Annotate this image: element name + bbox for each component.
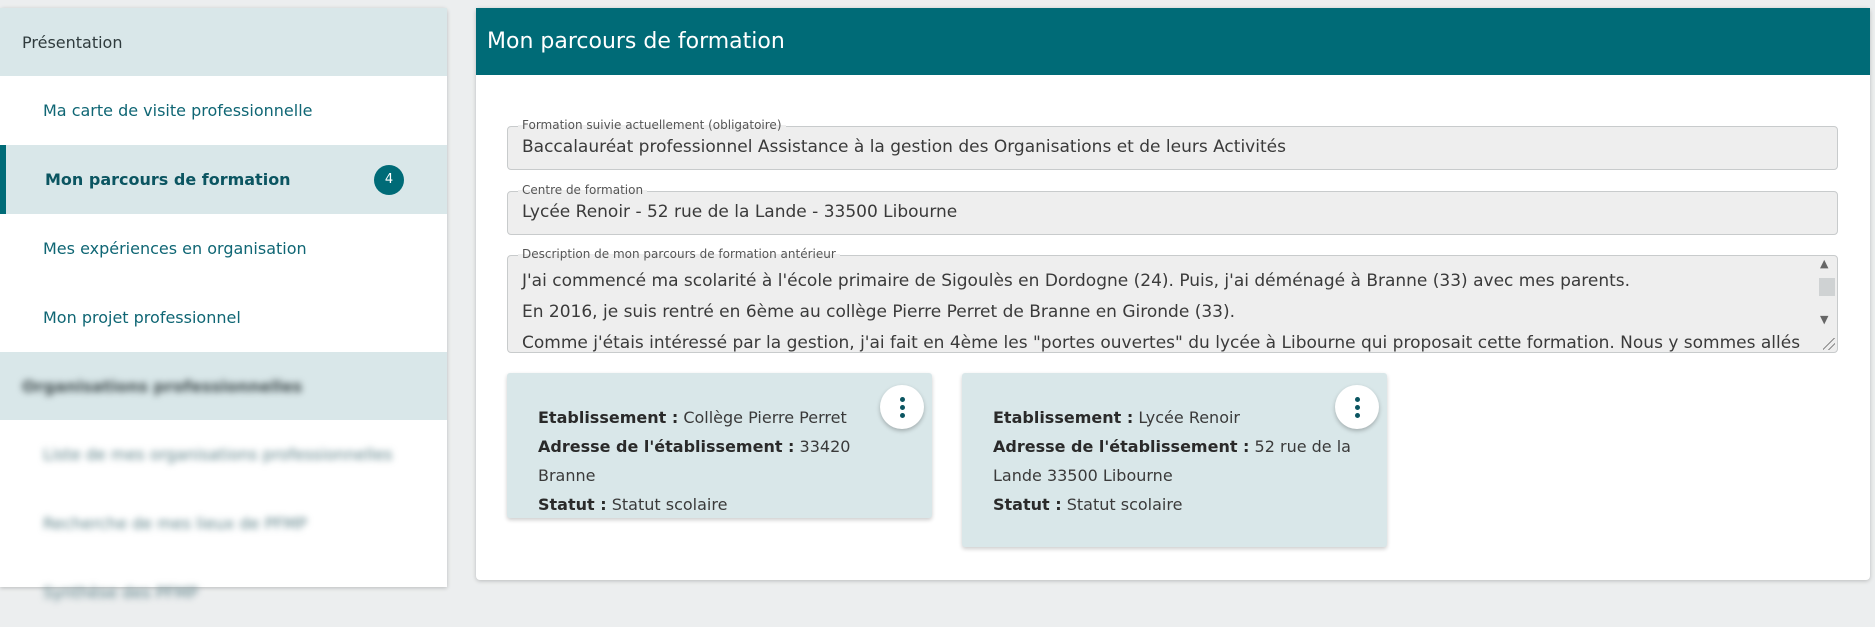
resize-handle-icon[interactable] xyxy=(1823,338,1835,350)
sidebar-item-label: Mon parcours de formation xyxy=(45,170,291,189)
card-statut-label: Statut : xyxy=(993,495,1062,514)
sidebar-item-label: Mon projet professionnel xyxy=(43,308,241,327)
card-adresse-label: Adresse de l'établissement : xyxy=(538,437,795,456)
description-field-label: Description de mon parcours de formation antérieur xyxy=(518,247,840,261)
sidebar-item-carte-visite[interactable] xyxy=(0,76,447,145)
main-panel xyxy=(476,8,1870,580)
count-badge: 4 xyxy=(374,165,404,195)
centre-field-label: Centre de formation xyxy=(518,183,647,197)
formation-field-value: Baccalauréat professionnel Assistance à la gestion des Organisations et de leurs Activités xyxy=(522,137,1286,157)
sidebar-item-projet-pro[interactable] xyxy=(0,283,447,352)
sidebar-section-label: Organisations professionnelles xyxy=(22,376,303,396)
sidebar-item-blurred-1[interactable] xyxy=(0,420,447,489)
chevron-down-icon[interactable]: ▼ xyxy=(1820,313,1829,326)
card-menu-button[interactable] xyxy=(1335,385,1379,429)
centre-field-value: Lycée Renoir - 52 rue de la Lande - 33500 Libourne xyxy=(522,202,958,222)
panel-header xyxy=(476,8,1870,75)
description-text xyxy=(522,266,1801,359)
formation-card xyxy=(507,373,932,518)
card-statut-value: Statut scolaire xyxy=(611,495,728,514)
card-etab-value: Collège Pierre Perret xyxy=(683,408,847,427)
formation-field[interactable] xyxy=(507,118,1838,170)
sidebar-section-label: Présentation xyxy=(22,32,123,52)
card-adresse-value: 33420 Branne xyxy=(538,437,851,485)
sidebar-section-presentation xyxy=(0,8,447,76)
card-etab-label: Etablissement : xyxy=(993,408,1134,427)
formation-card xyxy=(962,373,1387,547)
sidebar-item-parcours-formation[interactable] xyxy=(0,145,447,214)
card-statut-label: Statut : xyxy=(538,495,607,514)
card-adresse-value-2: Lande 33500 Libourne xyxy=(993,466,1173,485)
sidebar-item-label: Ma carte de visite professionnelle xyxy=(43,101,313,120)
description-line: En 2016, je suis rentré en 6ème au collège Pierre Perret de Branne en Gironde (33). xyxy=(522,302,1236,322)
description-scrollbar[interactable] xyxy=(1816,257,1836,351)
sidebar-item-label: Recherche de mes lieux de PFMP xyxy=(43,514,307,533)
sidebar-item-blurred-3[interactable] xyxy=(0,558,447,627)
formation-field-label: Formation suivie actuellement (obligatoire) xyxy=(518,118,786,132)
card-etab-label: Etablissement : xyxy=(538,408,679,427)
sidebar-item-label: Liste de mes organisations professionnelles xyxy=(43,445,393,464)
card-adresse-label: Adresse de l'établissement : xyxy=(993,437,1250,456)
description-textarea[interactable] xyxy=(507,247,1838,353)
sidebar-section-blurred xyxy=(0,352,447,420)
card-adresse-value: 52 rue de la xyxy=(1254,437,1351,456)
sidebar-item-experiences[interactable] xyxy=(0,214,447,283)
description-line: J'ai commencé ma scolarité à l'école primaire de Sigoulès en Dordogne (24). Puis, j'ai déménagé à Branne (33) avec mes parents. xyxy=(522,271,1631,291)
card-etab-value: Lycée Renoir xyxy=(1138,408,1241,427)
sidebar-item-blurred-2[interactable] xyxy=(0,489,447,558)
more-vertical-icon xyxy=(1355,397,1360,418)
card-statut-value: Statut scolaire xyxy=(1066,495,1183,514)
description-line: Comme j'étais intéressé par la gestion, j'ai fait en 4ème les "portes ouvertes" du lycée à Libourne qui proposait cette formation. Nous y sommes allés xyxy=(522,333,1801,353)
more-vertical-icon xyxy=(900,397,905,418)
card-menu-button[interactable] xyxy=(880,385,924,429)
sidebar xyxy=(0,8,447,602)
sidebar-item-label: Synthèse des PFMP xyxy=(43,583,199,602)
chevron-up-icon[interactable]: ▲ xyxy=(1820,257,1829,270)
centre-field[interactable] xyxy=(507,183,1838,235)
sidebar-item-label: Mes expériences en organisation xyxy=(43,239,307,258)
scroll-thumb[interactable] xyxy=(1819,278,1835,296)
page-title: Mon parcours de formation xyxy=(487,29,785,54)
